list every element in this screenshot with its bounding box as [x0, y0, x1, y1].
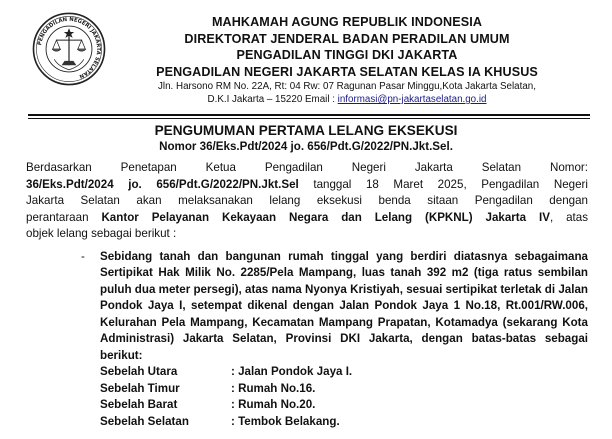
email-link[interactable]: informasi@pn-jakartaselatan.go.id: [337, 94, 487, 105]
boundary-table: [26, 364, 588, 430]
intro-line-4: [26, 210, 588, 227]
letterhead: [108, 14, 586, 106]
auction-object-description: Sebidang tanah dan bangunan rumah tinggal yang berdiri diatasnya sebagaimana Sertipikat Hak Milik No. 2285/Pela Mampang, luas tanah 392 m2 (tiga ratus sembilan puluh dua meter persegi), atas nama Nyonya Kristiyah, sesuai sertipikat terletak di Jalan Pondok Jaya I, setempat dikenal dengan Jalan Pondok Jaya 1 No.18, Rt.001/RW.006, Kelurahan Pela Mampang, Kecamatan Mampang Prapatan, Kotamadya (sekarang Kota Administrasi) Jakarta Selatan, Provinsi DKI Jakarta, dengan batas-batas sebagai berikut:: [100, 249, 588, 362]
boundary-side: Sebelah Utara: [100, 365, 178, 378]
kpknl-name: Kantor Pelayanan Kekayaan Negara dan Lelang (KPKNL) Jakarta IV: [101, 210, 550, 224]
letterhead-line-3: PENGADILAN TINGGI DKI JAKARTA: [236, 48, 458, 62]
intro-line-2: [26, 177, 588, 194]
announcement-title: [0, 122, 612, 154]
boundary-side: Sebelah Barat: [100, 398, 178, 411]
announcement-number: Nomor 36/Eks.Pdt/2024 jo. 656/Pdt.G/2022/PN.Jkt.Sel.: [159, 140, 453, 153]
intro-line-2-rest: tanggal 18 Maret 2025, Pengadilan Negeri: [298, 177, 588, 191]
list-dash: -: [81, 249, 85, 263]
letterhead-address-2: [108, 93, 586, 106]
intro-paragraph: [26, 160, 588, 243]
letterhead-rule-thick: [28, 114, 590, 116]
boundary-value: : Tembok Belakang.: [231, 414, 340, 428]
intro-line-1: Berdasarkan Penetapan Ketua Pengadilan Negeri Jakarta Selatan Nomor:: [26, 161, 588, 174]
intro-line-4-pre: perantaraan: [26, 210, 102, 224]
auction-object-item: [26, 249, 588, 365]
intro-line-3: Jakarta Selatan akan melaksanakan lelang eksekusi benda sitaan Pengadilan dengan: [26, 194, 588, 207]
intro-line-5: objek lelang sebagai berikut :: [26, 227, 177, 240]
letterhead-rule-thin: [28, 118, 590, 119]
seal-ring-text: PENGADILAN NEGERI JAKARTA SELATAN: [37, 16, 102, 79]
decree-number: 36/Eks.Pdt/2024 jo. 656/Pdt.G/2022/PN.Jkt.Sel: [26, 177, 299, 191]
announcement-heading: PENGUMUMAN PERTAMA LELANG EKSEKUSI: [154, 123, 458, 138]
letterhead-line-1: MAHKAMAH AGUNG REPUBLIK INDONESIA: [211, 15, 483, 29]
letterhead-line-2: DIREKTORAT JENDERAL BADAN PERADILAN UMUM: [184, 31, 510, 46]
boundary-value: : Rumah No.20.: [231, 398, 316, 411]
intro-line-4-rest: , atas: [549, 210, 588, 224]
address-2-prefix: D.K.I Jakarta – 15220 Email :: [207, 94, 338, 105]
boundary-side: Sebelah Timur: [100, 381, 180, 395]
boundary-side: Sebelah Selatan: [100, 414, 189, 428]
mahkamah-agung-seal-icon: [32, 12, 106, 86]
announcement-body: [26, 160, 588, 430]
boundary-value: : Rumah No.16.: [231, 381, 316, 395]
letterhead-address-1: Jln. Harsono RM No. 22A, Rt: 04 Rw: 07 Ragunan Pasar Minggu,Kota Jakarta Selatan,: [158, 81, 536, 92]
letterhead-line-4: PENGADILAN NEGERI JAKARTA SELATAN KELAS IA KHUSUS: [156, 64, 538, 79]
boundary-value: : Jalan Pondok Jaya I.: [231, 365, 353, 378]
